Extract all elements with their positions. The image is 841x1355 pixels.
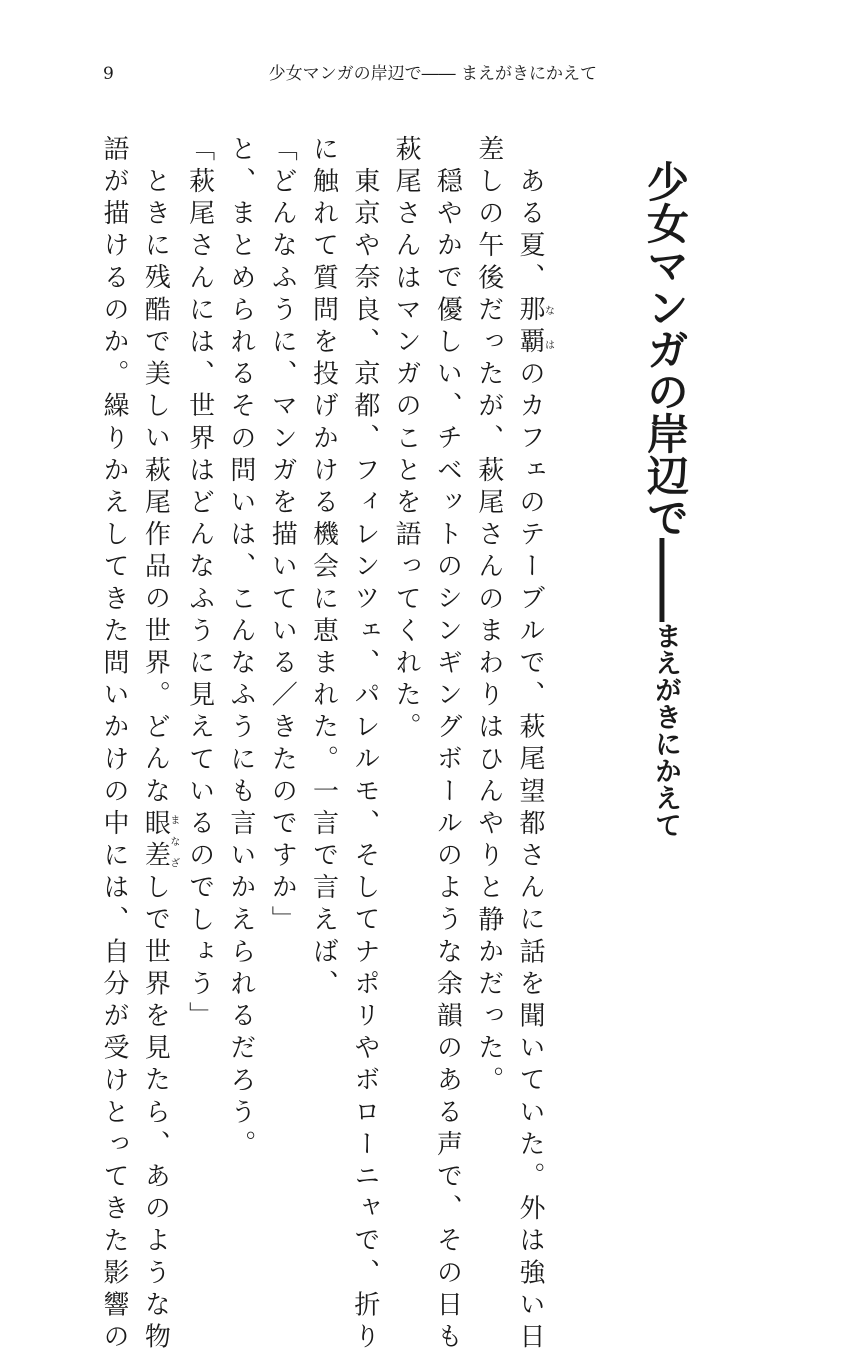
text-column: に触れて質問を投げかける機会に恵まれた。一言で言えば、 bbox=[308, 135, 339, 1002]
ruby-naha bbox=[515, 295, 554, 360]
text-run: しで世界を見たら、あのような物 bbox=[140, 873, 171, 1355]
text-column: 「どんなふうに、マンガを描いている／きたのですか」 bbox=[267, 135, 298, 938]
ruby-reading: まなざ bbox=[167, 809, 179, 874]
text-run: のカフェのテーブルで、萩尾望都さんに話を聞いていた。外は強い日 bbox=[515, 359, 545, 1355]
body-text bbox=[98, 135, 554, 1355]
text-run: ある夏、 bbox=[515, 167, 545, 296]
ruby-manazashi bbox=[140, 809, 179, 874]
ruby-base: 那覇 bbox=[515, 295, 545, 360]
ruby-base: 眼差 bbox=[140, 809, 171, 874]
text-column: 東京や奈良、京都、フィレンツェ、パレルモ、そしてナポリやボローニャで、折り bbox=[349, 167, 380, 1355]
text-column: 「萩尾さんには、世界はどんなふうに見えているのでしょう」 bbox=[184, 135, 215, 1034]
text-column: 語が描けるのか。繰りかえしてきた問いかけの中には、自分が受けとってきた影響の bbox=[99, 135, 130, 1355]
chapter-title-main: 少女マンガの岸辺で―― bbox=[641, 160, 690, 622]
text-column bbox=[509, 135, 554, 1355]
page-number: 9 bbox=[103, 64, 114, 84]
chapter-title bbox=[633, 160, 697, 838]
running-header-title: 少女マンガの岸辺で―― まえがきにかえて bbox=[268, 64, 597, 84]
text-column: 差しの午後だったが、萩尾さんのまわりはひんやりと静かだった。 bbox=[473, 135, 504, 1098]
running-header bbox=[0, 62, 841, 86]
text-column bbox=[134, 135, 179, 1355]
chapter-subtitle: まえがきにかえて bbox=[650, 622, 681, 838]
ruby-reading: なは bbox=[542, 295, 554, 360]
text-column: 穏やかで優しい、チベットのシンギングボールのような余韻のある声で、その日も bbox=[432, 167, 463, 1355]
text-run: ときに残酷で美しい萩尾作品の世界。どんな bbox=[140, 167, 171, 809]
text-column: と、まとめられるその問いは、こんなふうにも言いかえられるだろう。 bbox=[225, 135, 256, 1163]
text-column: 萩尾さんはマンガのことを語ってくれた。 bbox=[391, 135, 422, 745]
